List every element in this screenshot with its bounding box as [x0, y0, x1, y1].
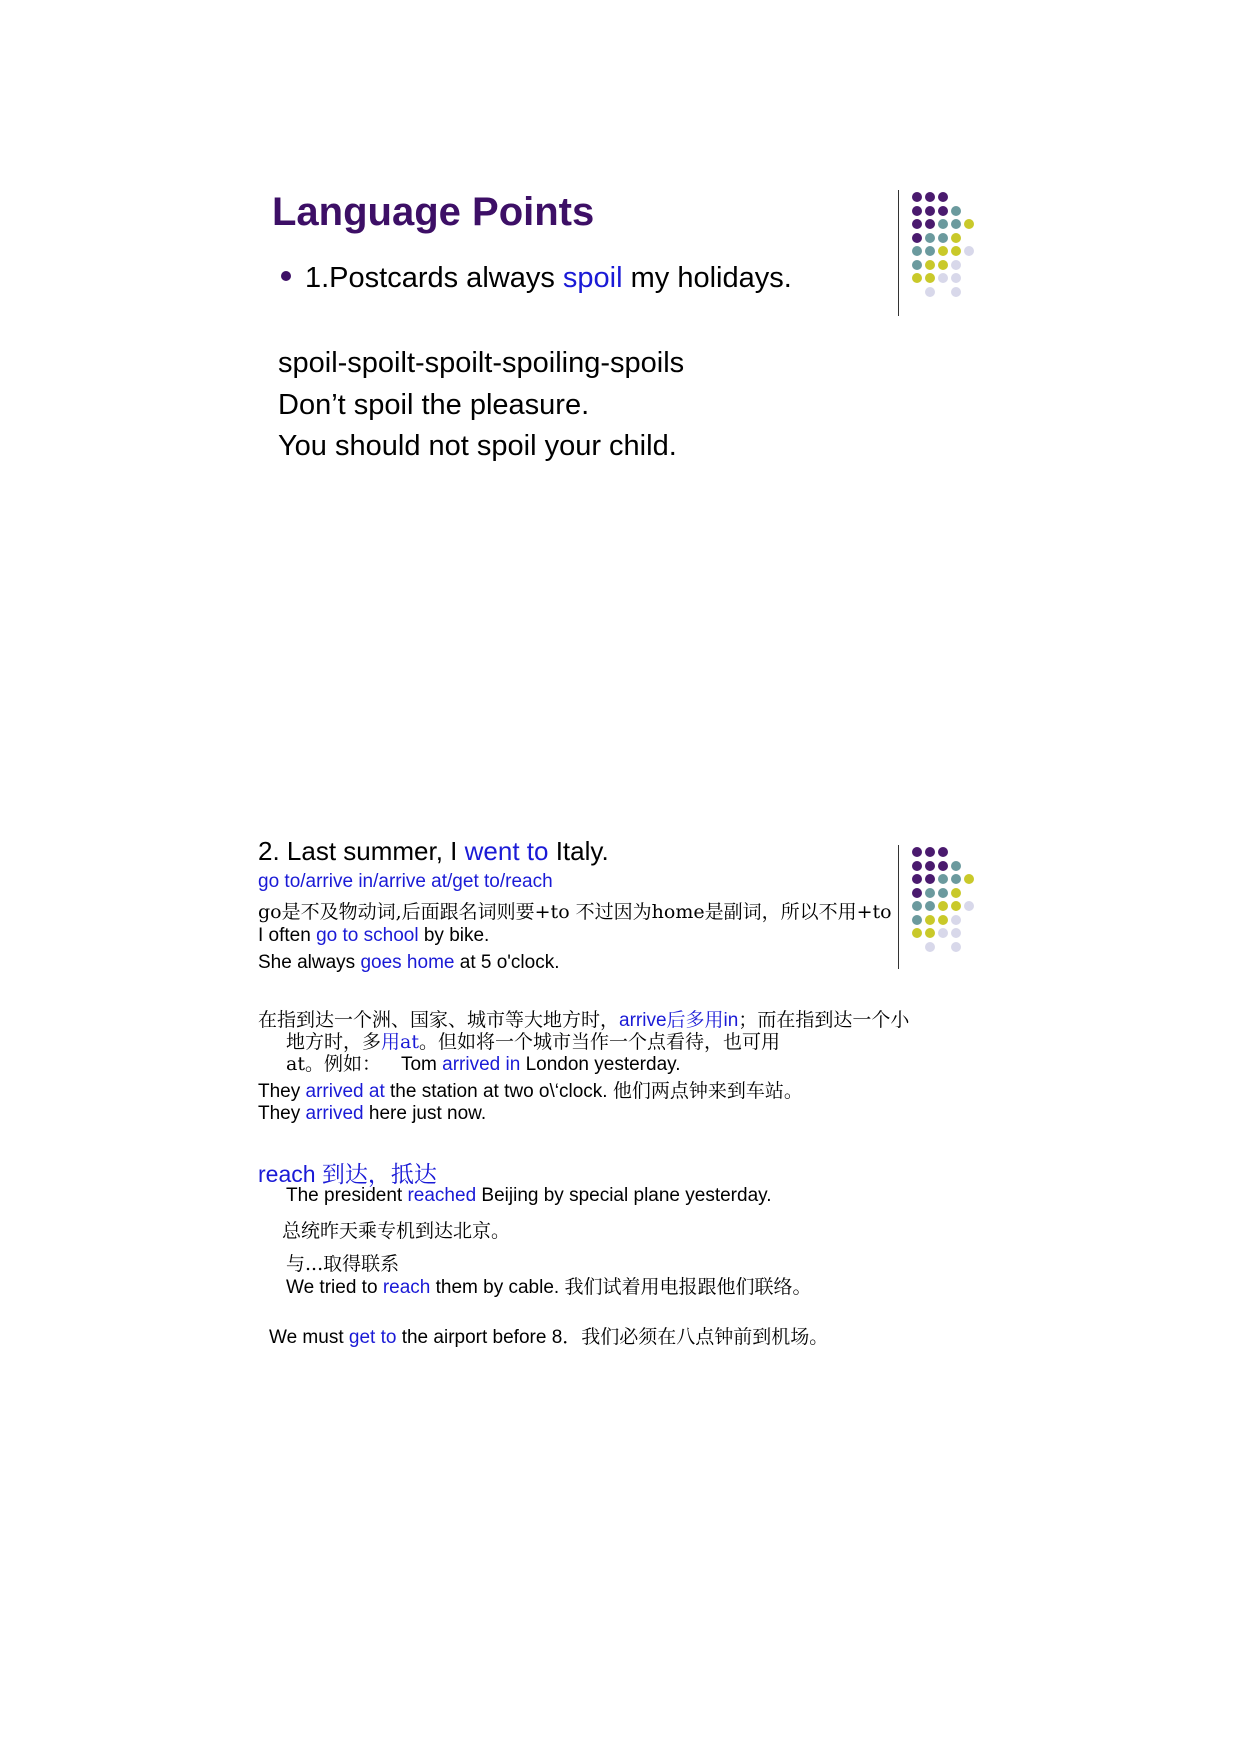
- they1-highlight: arrived at: [305, 1081, 385, 1102]
- decor-dot: [951, 928, 961, 938]
- decor-dot: [912, 219, 922, 229]
- ex1-suffix: by bike.: [418, 925, 490, 946]
- decor-dot: [912, 874, 922, 884]
- decor-dot: [912, 233, 922, 243]
- decor-dot: [912, 206, 922, 216]
- decor-dot: [951, 287, 961, 297]
- go-note: go是不及物动词,后面跟名词则要+to 不过因为home是副词，所以不用+to: [258, 901, 892, 923]
- arrive-b: arrive后多用in: [619, 1010, 739, 1031]
- decor-dot: [938, 219, 948, 229]
- decor-dot: [964, 901, 974, 911]
- decor-dot: [912, 260, 922, 270]
- decor-dot: [938, 888, 948, 898]
- decor-dot: [925, 273, 935, 283]
- spoil-example-2: You should not spoil your child.: [278, 430, 677, 462]
- heading-prefix: 2. Last summer, I: [258, 836, 465, 866]
- arrive-j: London yesterday.: [520, 1054, 681, 1075]
- decor-dot: [925, 901, 935, 911]
- arrive-example-1: [258, 1076, 803, 1103]
- decor-dot: [925, 942, 935, 952]
- getto-example: [269, 1322, 828, 1349]
- arrive-example-2: [258, 1103, 486, 1125]
- arrive-f: 。但如将一个城市当作一个点看待，也可用: [418, 1031, 780, 1053]
- slide2-heading: [258, 836, 609, 867]
- arrive-rule-line3: [286, 1049, 681, 1076]
- reach-heading: reach 到达，抵达: [258, 1161, 437, 1187]
- contact-example: [286, 1272, 811, 1299]
- decor-dot: [938, 874, 948, 884]
- decor-dot: [925, 861, 935, 871]
- slide1-dot-grid: [912, 192, 992, 302]
- decor-dot: [951, 246, 961, 256]
- decor-dot: [912, 901, 922, 911]
- decor-dot: [925, 246, 935, 256]
- they1-suffix: the station at two o\‘clock. 他们两点钟来到车站。: [384, 1081, 803, 1102]
- go-example-1: [258, 925, 489, 947]
- decor-dot: [925, 928, 935, 938]
- decor-dot: [912, 915, 922, 925]
- decor-dot: [951, 260, 961, 270]
- decor-dot: [925, 260, 935, 270]
- reach-example-cn: 总统昨天乘专机到达北京。: [282, 1220, 511, 1242]
- decor-dot: [925, 206, 935, 216]
- arrive-a: 在指到达一个洲、国家、城市等大地方时，: [258, 1009, 620, 1031]
- decor-dot: [938, 901, 948, 911]
- slide1-title: Language Points: [272, 190, 595, 234]
- decor-dot: [925, 233, 935, 243]
- getto-suffix: the airport before 8．我们必须在八点钟前到机场。: [396, 1327, 829, 1348]
- arrive-c: ；而在指到达一个小: [738, 1009, 910, 1031]
- decor-dot: [938, 915, 948, 925]
- reach-example: [286, 1185, 772, 1207]
- slide1-bullet: [281, 262, 792, 295]
- decor-dot: [951, 273, 961, 283]
- decor-dot: [938, 847, 948, 857]
- slide2-divider: [898, 845, 899, 969]
- decor-dot: [938, 861, 948, 871]
- decor-dot: [938, 273, 948, 283]
- decor-dot: [951, 206, 961, 216]
- go-example-2: [258, 952, 559, 974]
- bullet-dot: [281, 271, 291, 281]
- decor-dot: [912, 928, 922, 938]
- they2-prefix: They: [258, 1103, 306, 1124]
- decor-dot: [938, 192, 948, 202]
- heading-highlight: went to: [464, 836, 549, 866]
- arrive-d: 地方时，多: [286, 1031, 382, 1053]
- decor-dot: [964, 874, 974, 884]
- decor-dot: [925, 219, 935, 229]
- arrive-i: arrived in: [442, 1054, 521, 1075]
- decor-dot: [951, 219, 961, 229]
- reach-ex-prefix: The president: [286, 1185, 408, 1206]
- contact-ex-prefix: We tried to: [286, 1277, 383, 1298]
- decor-dot: [951, 901, 961, 911]
- they2-highlight: arrived: [305, 1103, 364, 1124]
- decor-dot: [912, 192, 922, 202]
- decor-dot: [951, 915, 961, 925]
- slide2-dot-grid: [912, 847, 992, 957]
- arrive-h: Tom: [400, 1054, 443, 1075]
- contact-heading: 与...取得联系: [286, 1253, 400, 1275]
- decor-dot: [925, 192, 935, 202]
- ex2-highlight: goes home: [360, 952, 455, 973]
- ex2-prefix: She always: [258, 952, 361, 973]
- ex2-suffix: at 5 o'clock.: [454, 952, 560, 973]
- decor-dot: [951, 888, 961, 898]
- decor-dot: [912, 273, 922, 283]
- decor-dot: [912, 246, 922, 256]
- slide2-variants: go to/arrive in/arrive at/get to/reach: [258, 871, 553, 892]
- spoil-example-1: Don’t spoil the pleasure.: [278, 389, 590, 421]
- contact-ex-suffix: them by cable. 我们试着用电报跟他们联络。: [430, 1277, 812, 1298]
- decor-dot: [938, 233, 948, 243]
- decor-dot: [912, 888, 922, 898]
- reach-ex-suffix: Beijing by special plane yesterday.: [476, 1185, 772, 1206]
- ex1-highlight: go to school: [316, 925, 419, 946]
- bullet-prefix: 1.Postcards always: [305, 262, 563, 294]
- decor-dot: [925, 874, 935, 884]
- decor-dot: [925, 287, 935, 297]
- getto-highlight: get to: [348, 1327, 397, 1348]
- reach-ex-highlight: reached: [407, 1185, 477, 1206]
- decor-dot: [951, 874, 961, 884]
- contact-ex-highlight: reach: [382, 1277, 431, 1298]
- decor-dot: [938, 246, 948, 256]
- they1-prefix: They: [258, 1081, 306, 1102]
- decor-dot: [925, 888, 935, 898]
- decor-dot: [912, 847, 922, 857]
- decor-dot: [912, 861, 922, 871]
- decor-dot: [925, 915, 935, 925]
- decor-dot: [925, 847, 935, 857]
- arrive-g: at。例如：: [286, 1053, 381, 1075]
- spoil-forms: spoil-spoilt-spoilt-spoiling-spoils: [278, 347, 685, 379]
- decor-dot: [938, 260, 948, 270]
- arrive-e: 用at: [381, 1031, 419, 1053]
- decor-dot: [951, 861, 961, 871]
- decor-dot: [938, 928, 948, 938]
- bullet-highlight: spoil: [562, 262, 623, 294]
- they2-suffix: here just now.: [363, 1103, 487, 1124]
- decor-dot: [938, 206, 948, 216]
- decor-dot: [964, 219, 974, 229]
- ex1-prefix: I often: [258, 925, 317, 946]
- getto-prefix: We must: [269, 1327, 349, 1348]
- decor-dot: [951, 942, 961, 952]
- decor-dot: [964, 246, 974, 256]
- bullet-suffix: my holidays.: [622, 262, 792, 294]
- decor-dot: [951, 233, 961, 243]
- heading-suffix: Italy.: [548, 836, 609, 866]
- slide1-divider: [898, 190, 899, 316]
